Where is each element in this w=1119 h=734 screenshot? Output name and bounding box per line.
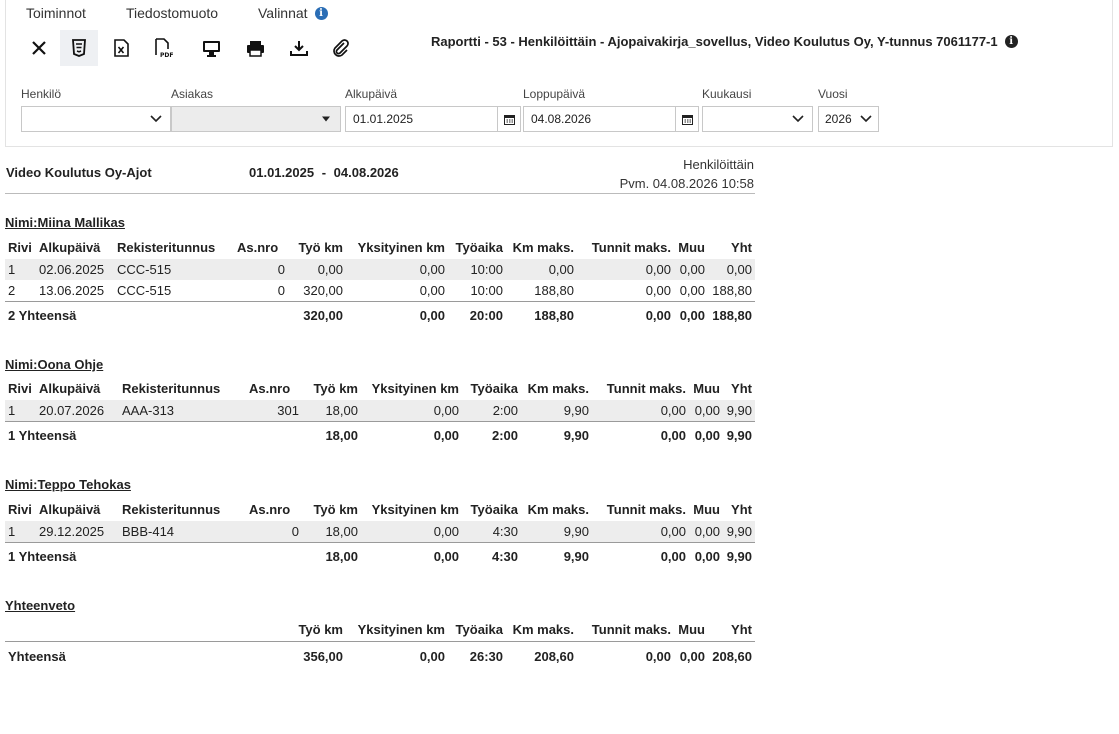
cell: 2:00 [462, 400, 521, 422]
cell: 0,00 [288, 259, 346, 280]
month-select[interactable] [702, 106, 813, 132]
col-asnro: As.nro [246, 376, 302, 400]
cell: 0,00 [346, 642, 448, 672]
col-yht: Yht [708, 617, 755, 642]
col-yht: Yht [723, 376, 755, 400]
cell: 18,00 [302, 543, 361, 570]
cell: 208,60 [708, 642, 755, 672]
cell: 20:00 [448, 302, 506, 329]
col-tunnitmaks: Tunnit maks. [592, 376, 689, 400]
cell: 188,80 [712, 283, 752, 298]
cell: 356,00 [288, 642, 346, 672]
cell: 1 [5, 400, 36, 422]
caret-down-icon [312, 116, 340, 122]
menu-actions[interactable]: Toiminnot [26, 5, 86, 21]
cell: 0,00 [577, 302, 674, 329]
cell: 0,00 [592, 521, 689, 543]
cell: 188,80 [534, 283, 574, 298]
cell: CCC-515 [117, 283, 172, 298]
cell: 208,60 [506, 642, 577, 672]
cell: 10:00 [448, 259, 506, 280]
col-tyokm: Työ km [302, 376, 361, 400]
col-yksityinen: Yksityinen km [361, 376, 462, 400]
col-alkupaiva: Alkupäivä [36, 497, 119, 521]
col-asnro: As.nro [246, 497, 302, 521]
report-date-to: 04.08.2026 [333, 165, 399, 180]
col-kmmaks: Km maks. [521, 497, 592, 521]
cell: 0,00 [346, 259, 448, 280]
download-icon[interactable] [280, 30, 318, 66]
col-tyoaika: Työaika [448, 617, 506, 642]
col-empty [5, 617, 288, 642]
cell: 26:30 [448, 642, 506, 672]
total-label: 1 Yhteensä [5, 543, 302, 570]
cell: 18,00 [302, 400, 361, 422]
col-tyoaika: Työaika [462, 376, 521, 400]
cell: 0,00 [361, 422, 462, 449]
report-title-text: Raportti - 53 - Henkilöittäin - Ajopaivakirja_sovellus, Video Koulutus Oy, Y-tunnus 7061177-1 [431, 34, 998, 49]
total-row [5, 422, 755, 449]
end-date-value: 04.08.2026 [531, 112, 592, 126]
year-value: 2026 [825, 112, 852, 126]
start-date-value: 01.01.2025 [353, 112, 414, 126]
svg-text:PDF: PDF [160, 52, 174, 58]
person-title: Nimi:Teppo Tehokas [5, 477, 131, 492]
table-header [5, 497, 755, 521]
person-table [5, 497, 755, 569]
table-header [5, 376, 755, 400]
cell: 0,00 [361, 521, 462, 543]
cell: 0,00 [419, 283, 445, 298]
person-title: Nimi:Miina Mallikas [5, 215, 125, 230]
col-tyokm: Työ km [302, 497, 361, 521]
cell: 0,00 [674, 259, 708, 280]
col-rekisteri: Rekisteritunnus [119, 497, 246, 521]
html-icon[interactable] [60, 30, 98, 66]
pdf-icon[interactable] [145, 30, 183, 66]
cell: 18,00 [302, 521, 361, 543]
report-date-from: 01.01.2025 [249, 165, 315, 180]
cell: 0,00 [674, 302, 708, 329]
person-label: Henkilö [21, 87, 62, 101]
cell: 9,90 [521, 400, 592, 422]
calendar-icon[interactable] [497, 107, 520, 131]
cell: 9,90 [723, 422, 755, 449]
cell: 0,00 [708, 259, 755, 280]
cell: AAA-313 [119, 400, 246, 422]
summary-table [5, 617, 755, 672]
cell: 4:30 [462, 521, 521, 543]
table-header [5, 617, 755, 642]
cell: 0,00 [592, 422, 689, 449]
cell: 9,90 [723, 543, 755, 570]
col-rekisteri: Rekisteritunnus [119, 376, 246, 400]
cell: 0,00 [689, 400, 723, 422]
col-rivi: Rivi [5, 376, 36, 400]
attach-icon[interactable] [322, 30, 360, 66]
col-yht: Yht [708, 235, 755, 259]
col-kmmaks: Km maks. [521, 376, 592, 400]
menu-options-label[interactable]: Valinnat [258, 5, 308, 21]
col-kmmaks: Km maks. [506, 617, 577, 642]
cell: 0,00 [689, 543, 723, 570]
col-tyoaika: Työaika [462, 497, 521, 521]
cell: 0 [277, 283, 285, 298]
cell: 13.06.2025 [39, 283, 105, 298]
cell: 0,00 [645, 283, 671, 298]
cell: 0,00 [592, 400, 689, 422]
cell: 4:30 [462, 543, 521, 570]
report-company: Video Koulutus Oy-Ajot [6, 165, 152, 180]
col-yksityinen: Yksityinen km [346, 617, 448, 642]
cell: 0,00 [346, 302, 448, 329]
cell: 1 [5, 521, 36, 543]
col-tunnitmaks: Tunnit maks. [577, 235, 674, 259]
cell: 0,00 [577, 259, 674, 280]
calendar-icon[interactable] [675, 107, 698, 131]
col-asnro: As.nro [234, 235, 288, 259]
cell: 0 [234, 259, 288, 280]
col-yksityinen: Yksityinen km [346, 235, 448, 259]
report-meta [620, 155, 754, 193]
cell: 301 [246, 400, 302, 422]
col-muu: Muu [689, 497, 723, 521]
month-label: Kuukausi [702, 87, 752, 101]
cell: 0,00 [361, 543, 462, 570]
cell: 0,00 [674, 642, 708, 672]
cell: 18,00 [302, 422, 361, 449]
col-rivi: Rivi [5, 235, 36, 259]
report-grouping: Henkilöittäin [683, 157, 754, 172]
person-table [5, 376, 755, 448]
customer-select[interactable] [171, 106, 341, 132]
year-label: Vuosi [818, 87, 848, 101]
end-date-label: Loppupäivä [523, 87, 586, 101]
cell: 10:00 [470, 283, 503, 298]
col-rekisteri: Rekisteritunnus [114, 235, 234, 259]
cell: 0,00 [689, 422, 723, 449]
cell: 9,90 [723, 521, 755, 543]
cell: 02.06.2025 [36, 259, 114, 280]
col-tyokm: Työ km [288, 235, 346, 259]
col-muu: Muu [689, 376, 723, 400]
menu-options[interactable] [258, 5, 328, 21]
chevron-down-icon [142, 115, 170, 123]
col-muu: Muu [674, 235, 708, 259]
cell: 0 [246, 521, 302, 543]
col-tyoaika: Työaika [448, 235, 506, 259]
cell: 20.07.2026 [36, 400, 119, 422]
cell: 0,00 [506, 259, 577, 280]
total-label: 2 Yhteensä [5, 302, 288, 329]
person-select[interactable] [21, 106, 171, 132]
cell: 9,90 [521, 422, 592, 449]
total-label: Yhteensä [5, 642, 288, 672]
cell: 2:00 [462, 422, 521, 449]
start-date-input[interactable] [345, 106, 521, 132]
report-date-range [249, 165, 399, 180]
customer-label: Asiakas [171, 87, 214, 101]
col-muu: Muu [674, 617, 708, 642]
col-alkupaiva: Alkupäivä [36, 235, 114, 259]
col-tyokm: Työ km [288, 617, 346, 642]
table-row [5, 280, 755, 302]
cell: 188,80 [708, 302, 755, 329]
chevron-down-icon [854, 115, 878, 123]
col-yht: Yht [723, 497, 755, 521]
person-table [5, 235, 755, 328]
table-header [5, 235, 755, 259]
divider [5, 193, 755, 194]
cell: 9,90 [521, 543, 592, 570]
col-tunnitmaks: Tunnit maks. [592, 497, 689, 521]
end-date-input[interactable] [523, 106, 699, 132]
print-icon[interactable] [236, 30, 274, 66]
start-date-label: Alkupäivä [345, 87, 398, 101]
col-alkupaiva: Alkupäivä [36, 376, 119, 400]
cell: 0,00 [361, 400, 462, 422]
report-title [431, 34, 1018, 49]
cell: 320,00 [303, 283, 343, 298]
info-icon[interactable]: i [315, 7, 328, 20]
cell: 0,00 [689, 521, 723, 543]
col-kmmaks: Km maks. [506, 235, 577, 259]
total-row [5, 543, 755, 570]
cell: 188,80 [506, 302, 577, 329]
cell: BBB-414 [119, 521, 246, 543]
summary-title: Yhteenveto [5, 598, 76, 613]
table-row [5, 259, 755, 280]
cell: 0,00 [679, 283, 705, 298]
total-row [5, 642, 755, 672]
cell: 0,00 [577, 642, 674, 672]
col-tunnitmaks: Tunnit maks. [577, 617, 674, 642]
menu-file-format[interactable]: Tiedostomuoto [126, 5, 219, 21]
excel-icon[interactable] [102, 30, 140, 66]
cell: 2 [8, 283, 16, 298]
report-date-sep: - [321, 165, 327, 180]
report-printed: Pvm. 04.08.2026 10:58 [619, 176, 754, 191]
cell: 9,90 [521, 521, 592, 543]
toolbar-panel [5, 0, 1113, 147]
title-info-icon[interactable]: i [1005, 35, 1018, 48]
chevron-down-icon [784, 115, 812, 123]
total-row [5, 302, 755, 329]
total-label: 1 Yhteensä [5, 422, 302, 449]
table-row [5, 521, 755, 543]
cell: 9,90 [723, 400, 755, 422]
year-select[interactable] [818, 106, 879, 132]
cell: CCC-515 [114, 259, 234, 280]
col-yksityinen: Yksityinen km [361, 497, 462, 521]
monitor-icon[interactable] [192, 30, 230, 66]
cell: 1 [5, 259, 36, 280]
person-title: Nimi:Oona Ohje [5, 357, 104, 372]
close-icon[interactable] [20, 30, 58, 66]
cell: 0,00 [592, 543, 689, 570]
cell: 320,00 [288, 302, 346, 329]
cell: 29.12.2025 [36, 521, 119, 543]
table-row [5, 400, 755, 422]
col-rivi: Rivi [5, 497, 36, 521]
